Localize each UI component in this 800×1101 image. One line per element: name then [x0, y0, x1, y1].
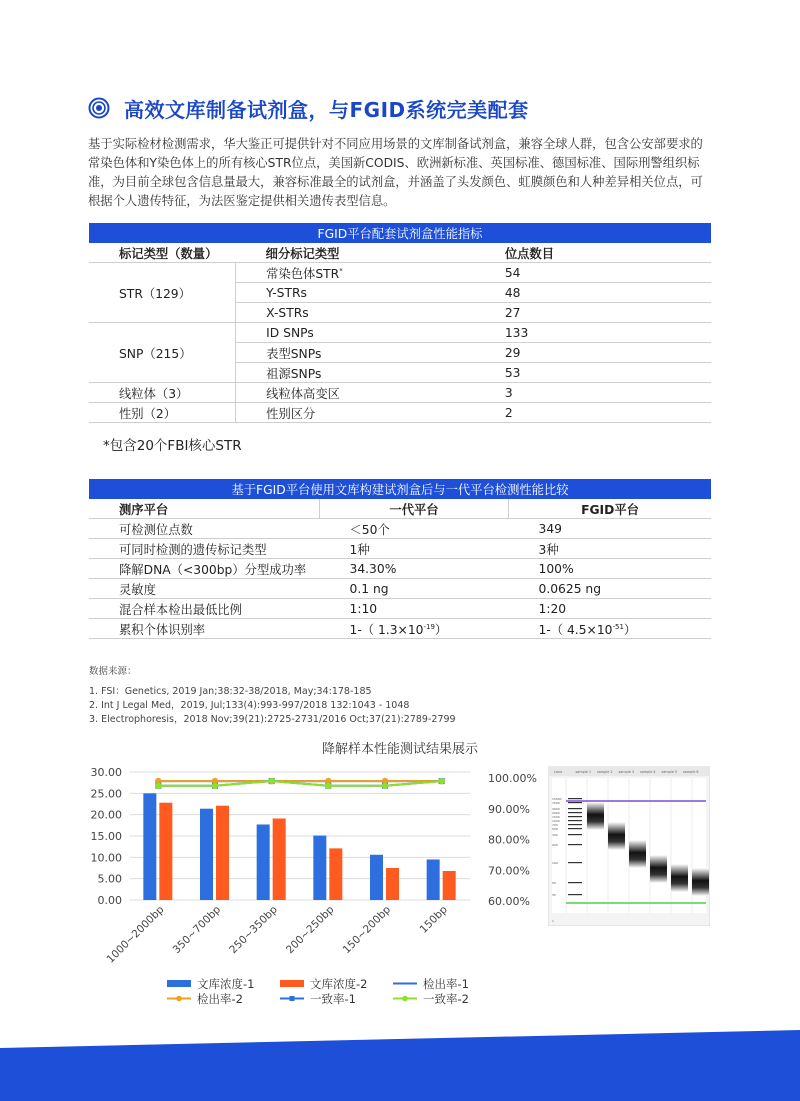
- table-cell: 1种: [320, 539, 509, 559]
- gel-ladder-band: [568, 882, 582, 883]
- gel-ladder-band: [568, 808, 582, 809]
- line-point: [212, 782, 218, 788]
- table-cell: 0.0625 ng: [509, 579, 712, 599]
- gel-ladder-label: 50: [552, 881, 556, 885]
- table-cell: 3: [475, 383, 711, 403]
- column-header: 一代平台: [320, 499, 509, 519]
- table-cell: X-STRs: [236, 303, 475, 323]
- gel-lane-label: sample 2: [597, 770, 613, 774]
- y2-tick-label: 100.00%: [488, 772, 537, 785]
- table-cell: 1-（ $4.5\times 10^{-51}$）: [509, 619, 712, 639]
- table-cell: 48: [475, 283, 711, 303]
- table-cell: 常染色体STR*: [236, 263, 475, 283]
- line-point: [268, 778, 274, 784]
- group-cell: 性别（2）: [89, 403, 236, 423]
- group-cell: 线粒体（3）: [89, 383, 236, 403]
- legend-swatch: [280, 980, 304, 987]
- y-tick-label: 0.00: [97, 894, 122, 907]
- legend-label: 一致率-1: [310, 992, 356, 1006]
- table-cell: 53: [475, 363, 711, 383]
- column-header: FGID平台: [509, 499, 712, 519]
- gel-ladder-band: [568, 862, 582, 863]
- footer-band: [0, 1030, 800, 1101]
- gel-ladder-band: [568, 820, 582, 821]
- gel-lane-label: sample 6: [683, 770, 699, 774]
- legend-label: 一致率-2: [423, 992, 469, 1006]
- y-tick-label: 25.00: [90, 787, 122, 801]
- bar: [370, 855, 383, 900]
- table-cell: 349: [509, 519, 712, 539]
- table-cell: 1:10: [320, 599, 509, 619]
- group-cell: STR（129）: [89, 263, 236, 323]
- gel-ladder-band: [568, 812, 582, 813]
- column-header: 标记类型（数量）: [89, 243, 236, 263]
- y-tick-label: 10.00: [90, 851, 122, 865]
- gel-lane-label: sample 4: [640, 770, 656, 774]
- y2-tick-label: 90.00%: [488, 802, 530, 816]
- line-point: [382, 782, 388, 788]
- gel-ladder-band: [568, 828, 582, 829]
- column-header: 测序平台: [89, 499, 320, 519]
- source-item: 1. FSI：Genetics, 2019 Jan;38:32-38/2018, May;34:178-185: [89, 686, 372, 697]
- legend-marker: [176, 996, 182, 1002]
- line-point: [325, 782, 331, 788]
- legend-swatch: [167, 980, 191, 987]
- table-cell: 0.1 ng: [320, 579, 509, 599]
- gel-ladder-band: [568, 798, 582, 799]
- line-point: [438, 778, 444, 784]
- page-title: 高效文库制备试剂盒，与FGID系统完美配套: [124, 97, 529, 122]
- x-tick-label: 1000~2000bp: [104, 903, 167, 966]
- table-cell: 34.30%: [320, 559, 509, 579]
- table-cell: 线粒体高变区: [236, 383, 475, 403]
- sources-label: 数据来源：: [89, 666, 137, 677]
- table-cell: 祖源SNPs: [236, 363, 475, 383]
- table-cell: 表型SNPs: [236, 343, 475, 363]
- legend-label: 检出率-2: [197, 992, 243, 1006]
- gel-ladder-label: 300: [552, 833, 558, 837]
- gel-electrophoresis-image: [548, 766, 710, 926]
- table-cell: 1:20: [509, 599, 712, 619]
- table-cell: 灵敏度: [89, 579, 320, 599]
- table-caption: FGID平台配套试剂盒性能指标: [89, 223, 711, 243]
- footnote-mark: *: [339, 266, 343, 275]
- gel-ladder-label: 7000: [552, 801, 560, 805]
- gel-ladder-label: 1000: [552, 819, 560, 823]
- y-tick-label: 20.00: [90, 808, 122, 822]
- group-cell: SNP（215）: [89, 323, 236, 383]
- source-item: 2. Int J Legal Med，2019, Jul;133(4):993-997/2018 132:1043 - 1048: [89, 700, 410, 711]
- gel-sample-band: [629, 840, 646, 868]
- gel-ladder-label: 3000: [552, 807, 560, 811]
- table-cell: 54: [475, 263, 711, 283]
- table-footnote: *包含20个FBI核心STR: [103, 438, 242, 454]
- gel-ladder-band: [568, 816, 582, 817]
- y-tick-label: 30.00: [90, 766, 122, 779]
- gel-sample-band: [650, 855, 667, 883]
- table-cell: 100%: [509, 559, 712, 579]
- gel-sample-band: [692, 868, 709, 896]
- gel-ladder-band: [568, 894, 582, 895]
- x-tick-label: 250~350bp: [227, 903, 280, 957]
- bar: [200, 809, 213, 900]
- y2-tick-label: 60.00%: [488, 895, 530, 908]
- gel-ladder-label: 500: [552, 827, 558, 831]
- gel-lane-label: Lane: [554, 770, 563, 774]
- gel-ladder-band: [568, 824, 582, 825]
- legend-label: 文库浓度-1: [197, 977, 255, 991]
- table-cell: 可同时检测的遗传标记类型: [89, 539, 320, 559]
- x-tick-label: 150bp: [417, 903, 450, 936]
- gel-ladder-band: [568, 802, 582, 803]
- gel-ladder-band: [568, 834, 582, 835]
- legend-label: 文库浓度-2: [310, 977, 368, 991]
- gel-ladder-label: 200: [552, 843, 558, 847]
- bar: [273, 819, 286, 900]
- bar: [313, 836, 326, 900]
- bar: [257, 824, 270, 900]
- table-cell: 3种: [509, 539, 712, 559]
- x-tick-label: 350~700bp: [170, 903, 224, 957]
- gel-ladder-label: 15000: [552, 797, 562, 801]
- x-tick-label: 200~250bp: [283, 903, 337, 957]
- table-cell: ID SNPs: [236, 323, 475, 343]
- bar: [443, 871, 456, 900]
- intro-paragraph: 基于实际检材检测需求，华大鉴正可提供针对不同应用场景的文库制备试剂盒，兼容全球人群，包含公安部要求的常染色体和Y染色体上的所有核心STR位点，美国新CODIS、欧洲新标准、英国标准、德国标准、国际刑警组织标准，为目前全球包含信息量最大，兼容标准最全的试剂盒，并涵盖了头发颜色、虹膜颜色和人种差异相关位点，可根据个人遗传特征，为法医鉴定提供相关遗传表型信息。: [88, 137, 703, 208]
- table-caption: 基于FGID平台使用文库构建试剂盒后与一代平台检测性能比较: [89, 479, 711, 499]
- bar: [329, 848, 342, 900]
- source-item: 3. Electrophoresis，2018 Nov;39(21):2725-2731/2016 Oct;37(21):2789-2799: [89, 714, 456, 725]
- x-tick-label: 150~200bp: [340, 903, 394, 957]
- line-point: [155, 782, 161, 788]
- table-cell: 累积个体识别率: [89, 619, 320, 639]
- bar: [427, 859, 440, 900]
- gel-sample-band: [587, 802, 604, 830]
- bar: [216, 806, 229, 900]
- y2-tick-label: 70.00%: [488, 864, 530, 878]
- gel-ladder-label: 100: [552, 861, 558, 865]
- table-cell: Y-STRs: [236, 283, 475, 303]
- table-cell: 降解DNA（<300bp）分型成功率: [89, 559, 320, 579]
- gel-ladder-label: 2000: [552, 811, 560, 815]
- gel-ladder-label: 1500: [552, 815, 560, 819]
- y-tick-label: 15.00: [90, 830, 122, 843]
- gel-sample-band: [671, 864, 688, 892]
- gel-ladder-label: 35: [552, 893, 556, 897]
- table-cell: 29: [475, 343, 711, 363]
- bar: [159, 803, 172, 900]
- gel-sample-band: [608, 822, 625, 850]
- table-cell: 133: [475, 323, 711, 343]
- bar: [386, 868, 399, 900]
- gel-lane-label: sample 1: [575, 770, 592, 774]
- gel-ladder-label: 700: [552, 823, 558, 827]
- table-cell: 混合样本检出最低比例: [89, 599, 320, 619]
- table-cell: ＜50个: [320, 519, 509, 539]
- table-cell: 性别区分: [236, 403, 475, 423]
- column-header: 细分标记类型: [236, 243, 475, 263]
- chart-title: 降解样本性能测试结果展示: [322, 742, 479, 757]
- column-header: 位点数目: [475, 243, 711, 263]
- y-tick-label: 5.00: [97, 872, 122, 886]
- gel-footer-label: 1: [552, 919, 554, 923]
- table-cell: 2: [475, 403, 711, 423]
- y2-tick-label: 80.00%: [488, 833, 530, 847]
- legend-marker: [402, 996, 408, 1002]
- gel-ladder-band: [568, 844, 582, 845]
- gel-lane-label: sample 5: [661, 770, 678, 774]
- table-cell: 1-（ $1.3\times 10^{-19}$）: [320, 619, 509, 639]
- table-cell: 27: [475, 303, 711, 323]
- table-cell: 可检测位点数: [89, 519, 320, 539]
- legend-label: 检出率-1: [423, 977, 469, 991]
- gel-lane-label: sample 3: [618, 770, 635, 774]
- legend-marker: [290, 996, 295, 1001]
- bar: [143, 793, 156, 900]
